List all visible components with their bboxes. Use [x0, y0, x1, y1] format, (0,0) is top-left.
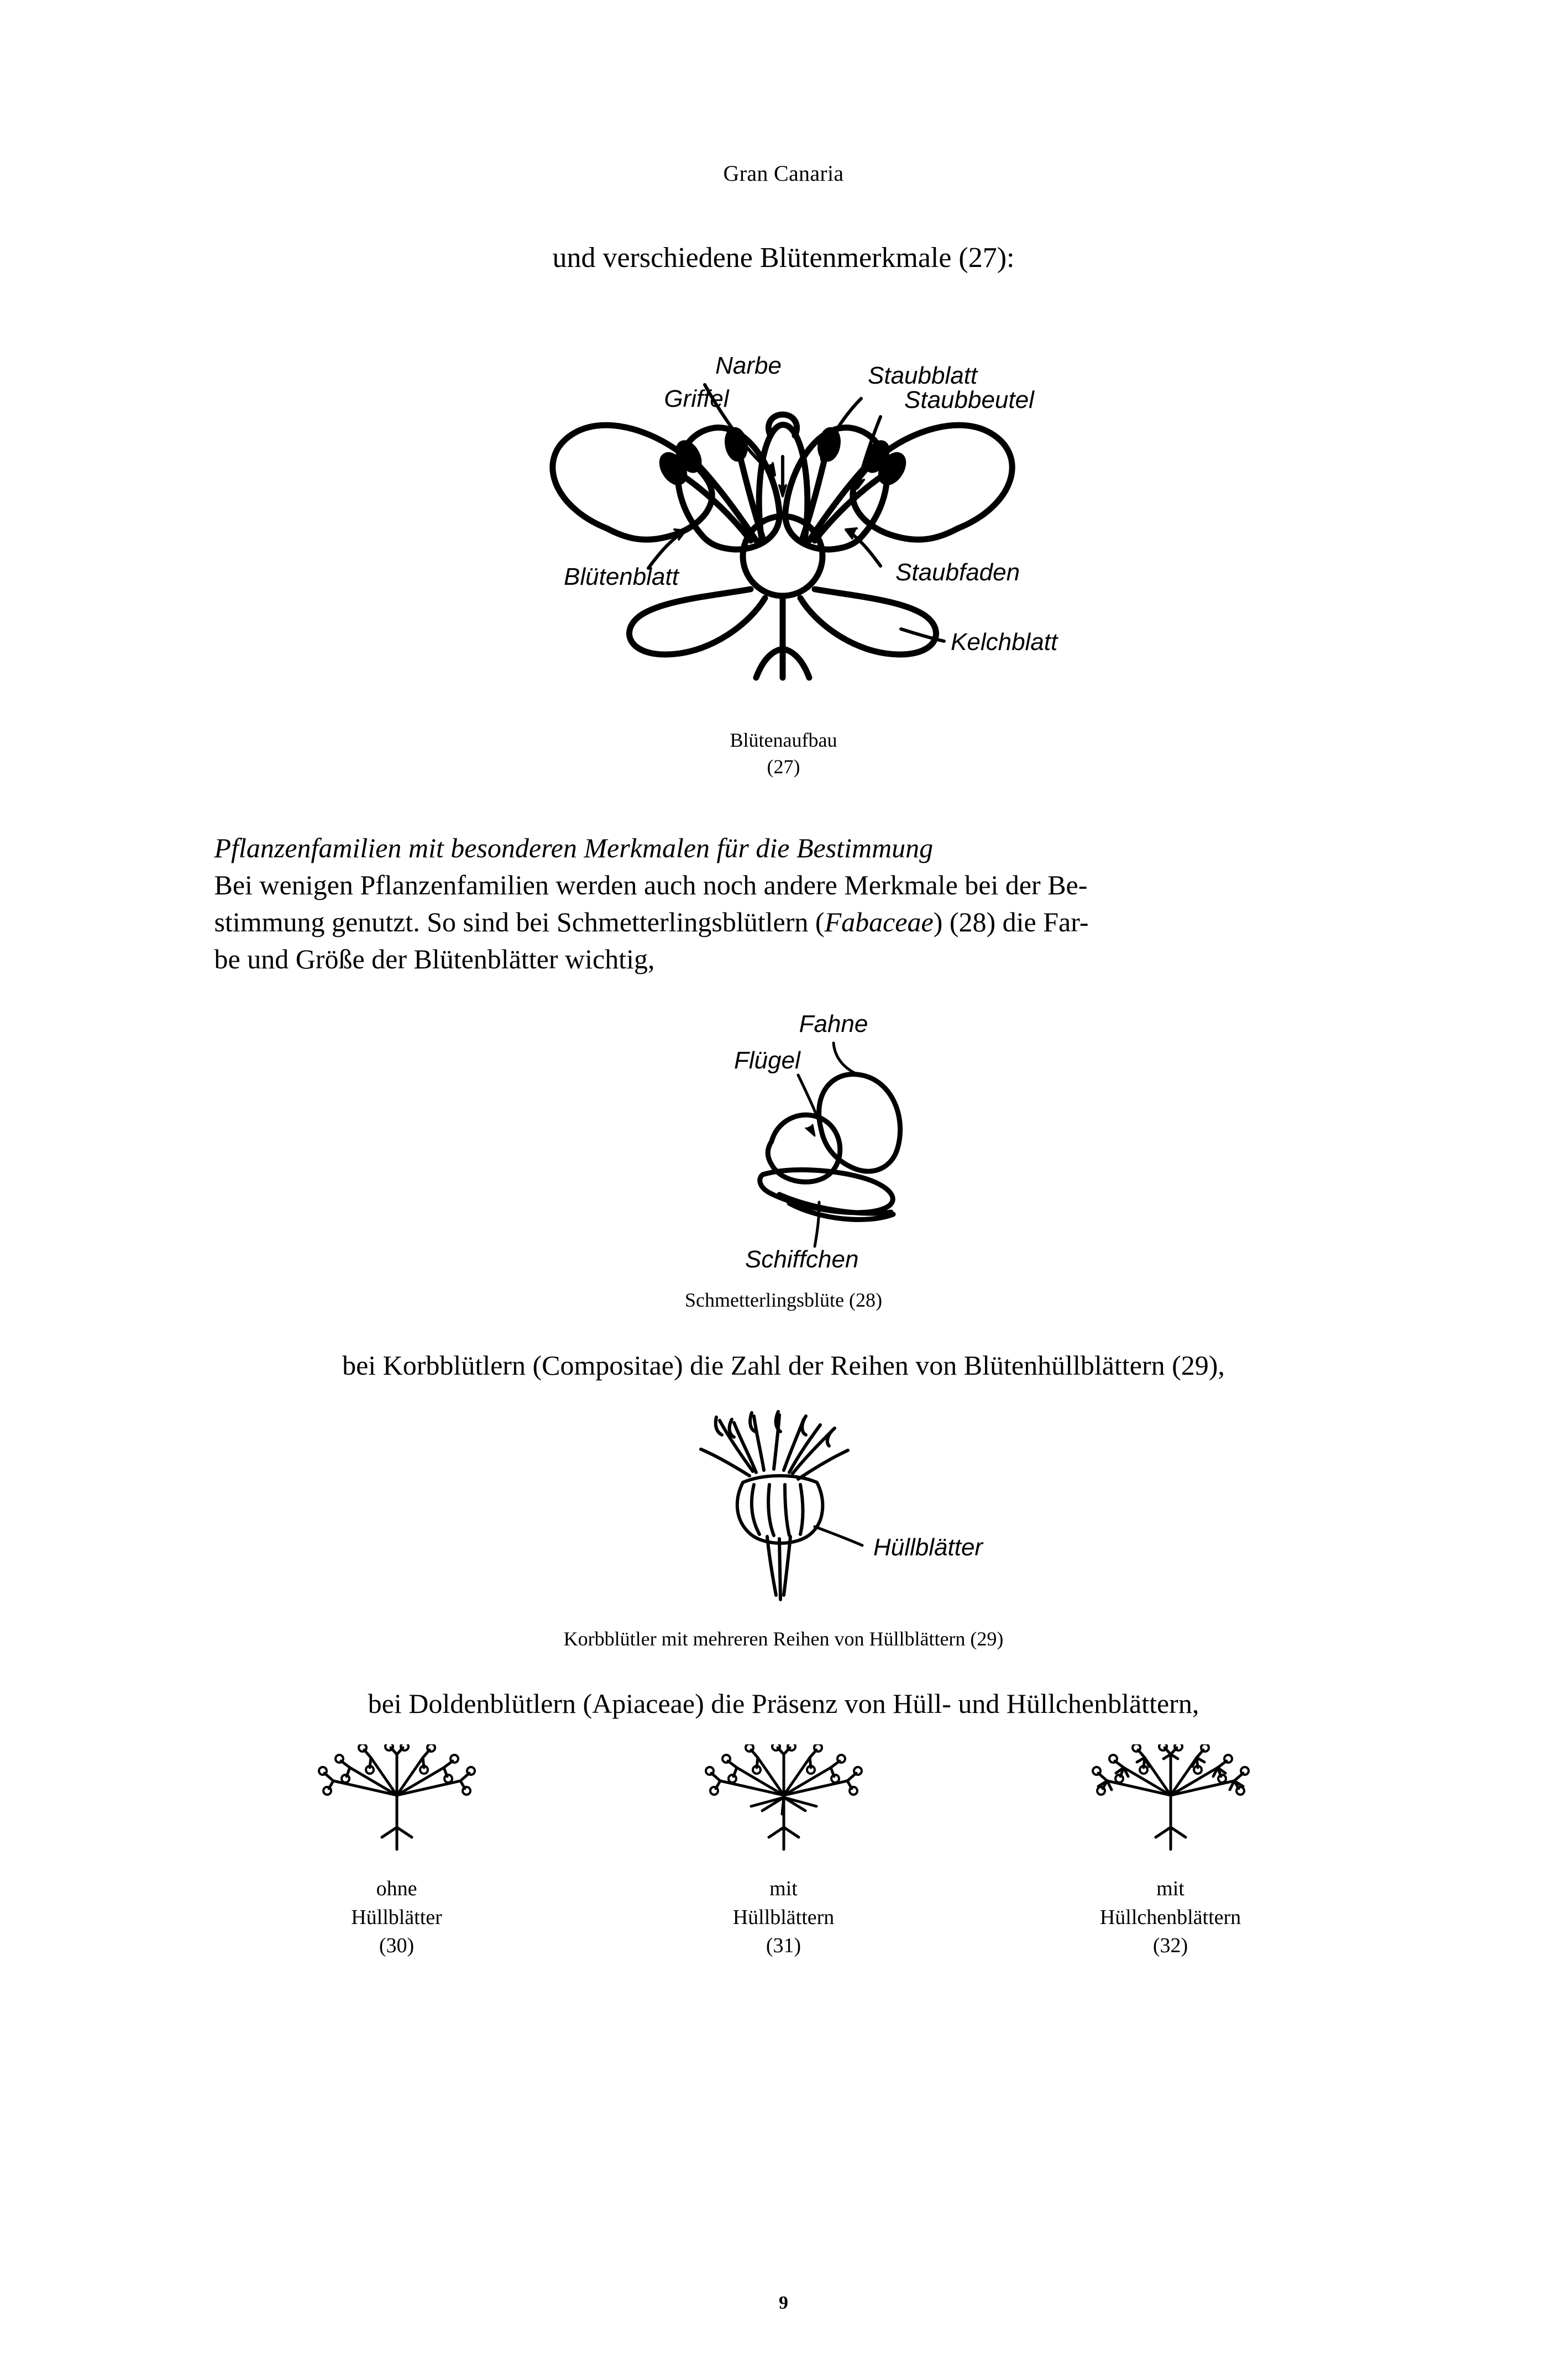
- section-text-block: [214, 830, 1353, 978]
- label-narbe: Narbe: [715, 352, 782, 379]
- apiaceae-line-before: bei Doldenblütlern (: [368, 1688, 593, 1720]
- figure-umbel-31: [654, 1744, 914, 1960]
- label-huellblaetter: Hüllblätter: [873, 1533, 983, 1561]
- figure-umbel-30: [267, 1744, 527, 1960]
- section-paragraph-line3: be und Größe der Blütenblätter wichtig,: [214, 943, 655, 975]
- papilionaceous-diagram-svg: [424, 1003, 1143, 1280]
- label-staubbeutel: Staubbeutel: [904, 386, 1034, 413]
- umbel-with-bracteoles-svg: [1041, 1744, 1301, 1866]
- composite-diagram-svg: [424, 1401, 1143, 1616]
- label-staubblatt: Staubblatt: [867, 362, 977, 389]
- umbel-with-bracts-svg: [654, 1744, 914, 1866]
- umbel-31-line2: Hüllblättern: [732, 1905, 835, 1929]
- section-heading: Pflanzenfamilien mit besonderen Merkmalen für die Bestimmung: [214, 832, 934, 864]
- umbel-31-line3: (31): [766, 1934, 801, 1958]
- figure-composite: [0, 1401, 1567, 1653]
- figure-composite-caption: Korbblütler mit mehreren Reihen von Hüllblättern (29): [563, 1627, 1004, 1650]
- section-paragraph-line1: Bei wenigen Pflanzenfamilien werden auch noch andere Merkmale bei der Be-: [214, 869, 1088, 901]
- figure-flower-caption-line1: Blütenaufbau: [730, 729, 837, 751]
- apiaceae-line-apiaceae: Apiaceae: [592, 1688, 695, 1720]
- composite-line: [148, 1347, 1419, 1384]
- composite-line-compositae: Compositae: [542, 1349, 674, 1381]
- figure-umbels-row: [0, 1744, 1567, 1960]
- document-page: [0, 160, 1567, 2380]
- composite-line-after: ) die Zahl der Reihen von Blütenhüllblättern (29),: [673, 1349, 1225, 1381]
- section-paragraph-fabaceae: Fabaceae: [824, 906, 934, 938]
- label-bluetenblatt: Blütenblatt: [563, 563, 679, 590]
- figure-papilionaceous-caption: Schmetterlingsblüte (28): [685, 1289, 882, 1312]
- running-head: Gran Canaria: [723, 161, 844, 186]
- apiaceae-line: [148, 1685, 1419, 1722]
- figure-flower-caption: [0, 727, 1567, 780]
- section-paragraph-line2-a: stimmung genutzt. So sind bei Schmetterlingsblütlern (: [214, 906, 825, 938]
- flower-diagram-svg: [369, 291, 1198, 722]
- label-fahne: Fahne: [799, 1010, 868, 1038]
- umbel-31-caption: [654, 1875, 914, 1960]
- umbel-32-caption: [1041, 1875, 1301, 1960]
- page-number: 9: [779, 2293, 788, 2313]
- section-paragraph-line2: [214, 904, 1353, 941]
- label-kelchblatt: Kelchblatt: [950, 628, 1057, 656]
- figure-flower-caption-line2: (27): [767, 755, 800, 778]
- label-griffel: Griffel: [663, 385, 729, 412]
- umbel-30-line3: (30): [379, 1934, 415, 1958]
- figure-umbel-32: [1041, 1744, 1301, 1960]
- apiaceae-line-after: ) die Präsenz von Hüll- und Hüllchenblättern,: [695, 1688, 1199, 1720]
- umbel-30-caption: [267, 1875, 527, 1960]
- umbel-no-bracts-svg: [267, 1744, 527, 1866]
- umbel-32-line1: mit: [1156, 1877, 1185, 1901]
- umbel-30-line2: Hüllblätter: [351, 1905, 442, 1929]
- umbel-32-line3: (32): [1152, 1934, 1188, 1958]
- umbel-32-line2: Hüllchenblättern: [1099, 1905, 1241, 1929]
- figure-papilionaceous: [0, 1003, 1567, 1314]
- composite-line-before: bei Korbblütlern (: [342, 1349, 542, 1381]
- umbel-30-line1: ohne: [376, 1877, 417, 1901]
- figure-flower-structure: [0, 291, 1567, 780]
- intro-line: und verschiedene Blütenmerkmale (27):: [552, 242, 1015, 274]
- label-schiffchen: Schiffchen: [745, 1246, 858, 1273]
- section-paragraph-line2-b: ) (28) die Far-: [933, 906, 1089, 938]
- umbel-31-line1: mit: [769, 1877, 798, 1901]
- label-fluegel: Flügel: [733, 1047, 800, 1074]
- label-staubfaden: Staubfaden: [895, 559, 1020, 586]
